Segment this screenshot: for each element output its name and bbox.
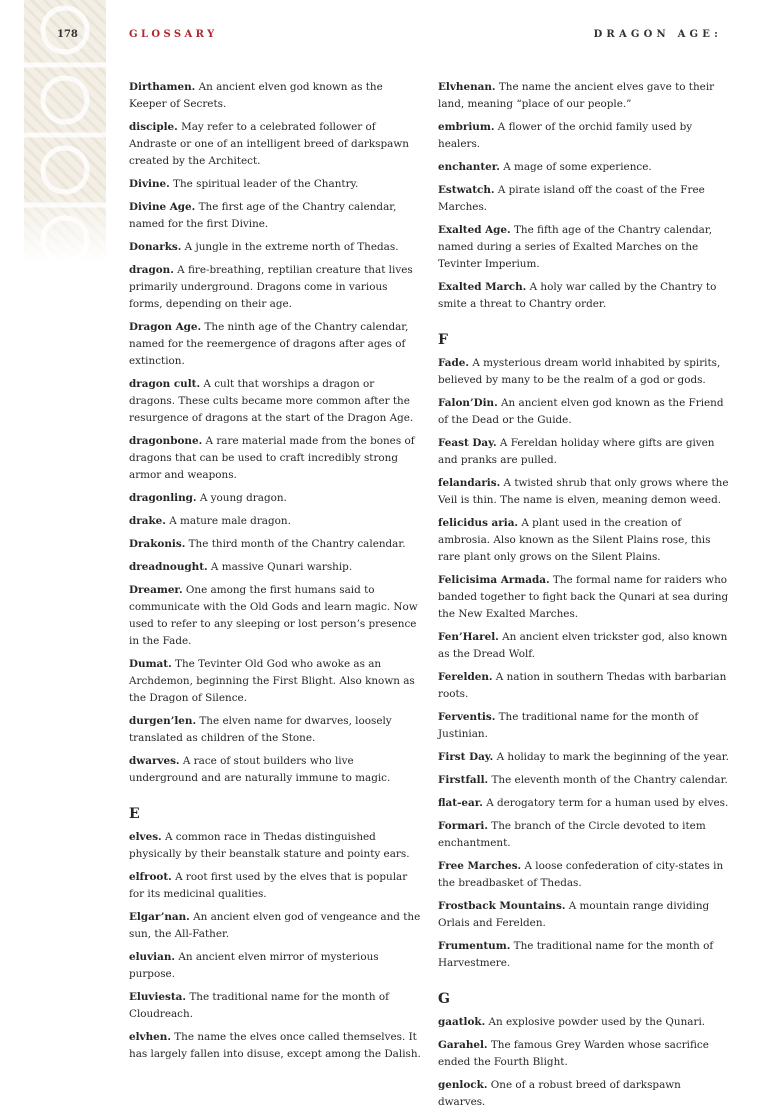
glossary-term: Elvhenan. xyxy=(438,81,496,93)
glossary-term: Falon’Din. xyxy=(438,397,498,409)
glossary-term: Firstfall. xyxy=(438,774,489,786)
glossary-term: dwarves. xyxy=(129,755,180,767)
glossary-term: Dirthamen. xyxy=(129,81,196,93)
glossary-term: Donarks. xyxy=(129,241,182,253)
glossary-entry xyxy=(438,355,730,389)
glossary-definition: The name the elves once called themselves. It has largely fallen into disuse, except among the Dalish. xyxy=(129,1031,421,1060)
glossary-definition: The traditional name for the month of Justinian. xyxy=(438,711,699,740)
glossary-entry xyxy=(438,1014,730,1031)
page-number: 178 xyxy=(57,29,78,40)
glossary-definition: The name the ancient elves gave to their land, meaning “place of our people.” xyxy=(438,81,715,110)
glossary-term: Frumentum. xyxy=(438,940,511,952)
glossary-definition: A cult that worships a dragon or dragons. These cults became more common after the resurgence of dragons at the start of the Dragon Age. xyxy=(129,378,414,424)
glossary-definition: An explosive powder used by the Qunari. xyxy=(485,1016,706,1028)
section-letter: E xyxy=(129,806,140,822)
glossary-entry xyxy=(129,713,421,747)
glossary-term: Ferelden. xyxy=(438,671,493,683)
glossary-definition: A rare material made from the bones of dragons that can be used to craft incredibly strong armor and weapons. xyxy=(129,435,415,481)
glossary-definition: A nation in southern Thedas with barbarian roots. xyxy=(438,671,727,700)
glossary-definition: The fifth age of the Chantry calendar, named during a series of Exalted Marches on the Tevinter Imperium. xyxy=(438,224,712,270)
glossary-definition: A jungle in the extreme north of Thedas. xyxy=(181,241,399,253)
glossary-entry xyxy=(438,182,730,216)
glossary-entry xyxy=(438,435,730,469)
glossary-entry xyxy=(129,376,421,427)
glossary-term: felandaris. xyxy=(438,477,501,489)
glossary-entry xyxy=(129,319,421,370)
glossary-definition: A derogatory term for a human used by elves. xyxy=(482,797,729,809)
section-letter: F xyxy=(438,332,448,348)
glossary-term: embrium. xyxy=(438,121,495,133)
glossary-term: Eluviesta. xyxy=(129,991,187,1003)
glossary-definition: A race of stout builders who live underground and are naturally immune to magic. xyxy=(129,755,391,784)
glossary-term: dreadnought. xyxy=(129,561,208,573)
glossary-entry xyxy=(129,753,421,787)
glossary-definition: May refer to a celebrated follower of Andraste or one of an intelligent breed of darkspawn created by the Architect. xyxy=(129,121,409,167)
glossary-definition: An ancient elven god of vengeance and the sun, the All-Father. xyxy=(129,911,421,940)
glossary-definition: A Fereldan holiday where gifts are given and pranks are pulled. xyxy=(438,437,715,466)
glossary-entry xyxy=(438,749,730,766)
glossary-term: First Day. xyxy=(438,751,494,763)
glossary-entry xyxy=(438,669,730,703)
glossary-term: elfroot. xyxy=(129,871,172,883)
glossary-entry xyxy=(438,572,730,623)
glossary-definition: A fire-breathing, reptilian creature that lives primarily underground. Dragons come in various forms, depending on their age. xyxy=(129,264,413,310)
glossary-entry xyxy=(438,1077,730,1111)
glossary-entry xyxy=(129,119,421,170)
glossary-definition: One of a robust breed of darkspawn dwarves. xyxy=(438,1079,681,1108)
glossary-term: Elgar’nan. xyxy=(129,911,190,923)
glossary-definition: A holy war called by the Chantry to smite a threat to Chantry order. xyxy=(438,281,717,310)
glossary-term: Frostback Mountains. xyxy=(438,900,566,912)
glossary-entry xyxy=(129,176,421,193)
glossary-definition: An ancient elven trickster god, also known as the Dread Wolf. xyxy=(438,631,728,660)
glossary-definition: A twisted shrub that only grows where the Veil is thin. The name is elven, meaning demon weed. xyxy=(438,477,729,506)
glossary-entry xyxy=(129,656,421,707)
glossary-term: Exalted Age. xyxy=(438,224,511,236)
glossary-entry xyxy=(129,239,421,256)
glossary-term: gaatlok. xyxy=(438,1016,486,1028)
book-title: DRAGON AGE: xyxy=(593,29,722,40)
glossary-term: genlock. xyxy=(438,1079,488,1091)
glossary-entry xyxy=(438,858,730,892)
glossary-definition: The ninth age of the Chantry calendar, named for the reemergence of dragons after ages of extinction. xyxy=(129,321,409,367)
glossary-entry xyxy=(438,795,730,812)
glossary-definition: A young dragon. xyxy=(196,492,287,504)
glossary-entry xyxy=(129,869,421,903)
glossary-term: Exalted March. xyxy=(438,281,527,293)
glossary-entry xyxy=(438,279,730,313)
glossary-definition: The traditional name for the month of Harvestmere. xyxy=(438,940,714,969)
glossary-term: felicidus aria. xyxy=(438,517,519,529)
glossary-definition: The first age of the Chantry calendar, named for the first Divine. xyxy=(129,201,397,230)
glossary-term: Free Marches. xyxy=(438,860,522,872)
glossary-definition: A mysterious dream world inhabited by spirits, believed by many to be the realm of a god or gods. xyxy=(438,357,721,386)
glossary-entry xyxy=(438,159,730,176)
glossary-term: Dumat. xyxy=(129,658,172,670)
section-letter: G xyxy=(438,991,450,1007)
glossary-definition: The branch of the Circle devoted to item enchantment. xyxy=(438,820,706,849)
glossary-term: Estwatch. xyxy=(438,184,495,196)
glossary-term: Fen’Harel. xyxy=(438,631,499,643)
glossary-term: durgen’len. xyxy=(129,715,197,727)
glossary-definition: A mage of some experience. xyxy=(499,161,652,173)
glossary-term: dragonbone. xyxy=(129,435,203,447)
glossary-term: elvhen. xyxy=(129,1031,171,1043)
glossary-definition: The Tevinter Old God who awoke as an Archdemon, beginning the First Blight. Also known as the Dragon of Silence. xyxy=(129,658,415,704)
glossary-entry xyxy=(129,829,421,863)
glossary-entry xyxy=(438,818,730,852)
glossary-term: Ferventis. xyxy=(438,711,496,723)
glossary-definition: The eleventh month of the Chantry calendar. xyxy=(488,774,728,786)
glossary-definition: A common race in Thedas distinguished physically by their beanstalk stature and pointy ears. xyxy=(129,831,410,860)
section-title: GLOSSARY xyxy=(129,29,218,40)
glossary-definition: An ancient elven god known as the Friend of the Dead or the Guide. xyxy=(438,397,724,426)
glossary-term: Dragon Age. xyxy=(129,321,202,333)
glossary-entry xyxy=(438,222,730,273)
glossary-column-left xyxy=(129,79,421,1069)
glossary-term: Divine Age. xyxy=(129,201,196,213)
glossary-entry xyxy=(438,709,730,743)
glossary-definition: A plant used in the creation of ambrosia. Also known as the Silent Plains rose, this rare plant only grows on the Silent Plains. xyxy=(438,517,711,563)
glossary-entry xyxy=(129,989,421,1023)
glossary-term: Garahel. xyxy=(438,1039,488,1051)
glossary-definition: A mountain range dividing Orlais and Ferelden. xyxy=(438,900,710,929)
glossary-definition: A massive Qunari warship. xyxy=(207,561,353,573)
glossary-entry xyxy=(438,772,730,789)
glossary-entry xyxy=(129,513,421,530)
glossary-term: Divine. xyxy=(129,178,170,190)
glossary-term: dragonling. xyxy=(129,492,197,504)
glossary-entry xyxy=(438,1037,730,1071)
glossary-entry xyxy=(129,199,421,233)
glossary-entry xyxy=(438,395,730,429)
glossary-definition: A root first used by the elves that is popular for its medicinal qualities. xyxy=(129,871,408,900)
glossary-term: enchanter. xyxy=(438,161,500,173)
glossary-term: flat-ear. xyxy=(438,797,483,809)
glossary-term: Fade. xyxy=(438,357,470,369)
glossary-term: dragon. xyxy=(129,264,174,276)
glossary-entry xyxy=(129,559,421,576)
glossary-entry xyxy=(129,262,421,313)
glossary-term: eluvian. xyxy=(129,951,176,963)
glossary-entry xyxy=(438,629,730,663)
glossary-definition: The famous Grey Warden whose sacrifice ended the Fourth Blight. xyxy=(438,1039,709,1068)
glossary-definition: The spiritual leader of the Chantry. xyxy=(169,178,359,190)
glossary-definition: A holiday to mark the beginning of the year. xyxy=(493,751,729,763)
glossary-term: Dreamer. xyxy=(129,584,183,596)
glossary-entry xyxy=(129,433,421,484)
glossary-term: drake. xyxy=(129,515,166,527)
glossary-definition: A mature male dragon. xyxy=(165,515,291,527)
glossary-entry xyxy=(438,79,730,113)
glossary-definition: One among the first humans said to communicate with the Old Gods and learn magic. Now used to refer to any sleeping or lost person’s presence in the Fade. xyxy=(129,584,418,647)
glossary-column-right xyxy=(438,79,730,1117)
glossary-term: elves. xyxy=(129,831,162,843)
glossary-entry xyxy=(438,898,730,932)
glossary-term: Feast Day. xyxy=(438,437,497,449)
glossary-definition: The formal name for raiders who banded together to fight back the Qunari at sea during the New Exalted Marches. xyxy=(438,574,729,620)
glossary-entry xyxy=(129,79,421,113)
glossary-entry xyxy=(438,938,730,972)
glossary-entry xyxy=(129,1029,421,1063)
glossary-entry xyxy=(129,582,421,650)
glossary-entry xyxy=(438,119,730,153)
glossary-term: disciple. xyxy=(129,121,178,133)
glossary-definition: The third month of the Chantry calendar. xyxy=(185,538,406,550)
glossary-definition: A flower of the orchid family used by healers. xyxy=(438,121,693,150)
glossary-entry xyxy=(129,909,421,943)
glossary-entry xyxy=(129,949,421,983)
glossary-definition: The elven name for dwarves, loosely translated as children of the Stone. xyxy=(129,715,392,744)
glossary-term: Felicisima Armada. xyxy=(438,574,550,586)
glossary-entry xyxy=(438,515,730,566)
glossary-definition: A loose confederation of city-states in the breadbasket of Thedas. xyxy=(438,860,724,889)
glossary-entry xyxy=(129,490,421,507)
glossary-definition: A pirate island off the coast of the Free Marches. xyxy=(438,184,705,213)
glossary-term: dragon cult. xyxy=(129,378,201,390)
glossary-definition: An ancient elven god known as the Keeper of Secrets. xyxy=(129,81,383,110)
glossary-entry xyxy=(438,475,730,509)
glossary-definition: The traditional name for the month of Cloudreach. xyxy=(129,991,389,1020)
glossary-term: Drakonis. xyxy=(129,538,186,550)
glossary-term: Formari. xyxy=(438,820,488,832)
glossary-entry xyxy=(129,536,421,553)
glossary-definition: An ancient elven mirror of mysterious purpose. xyxy=(129,951,379,980)
